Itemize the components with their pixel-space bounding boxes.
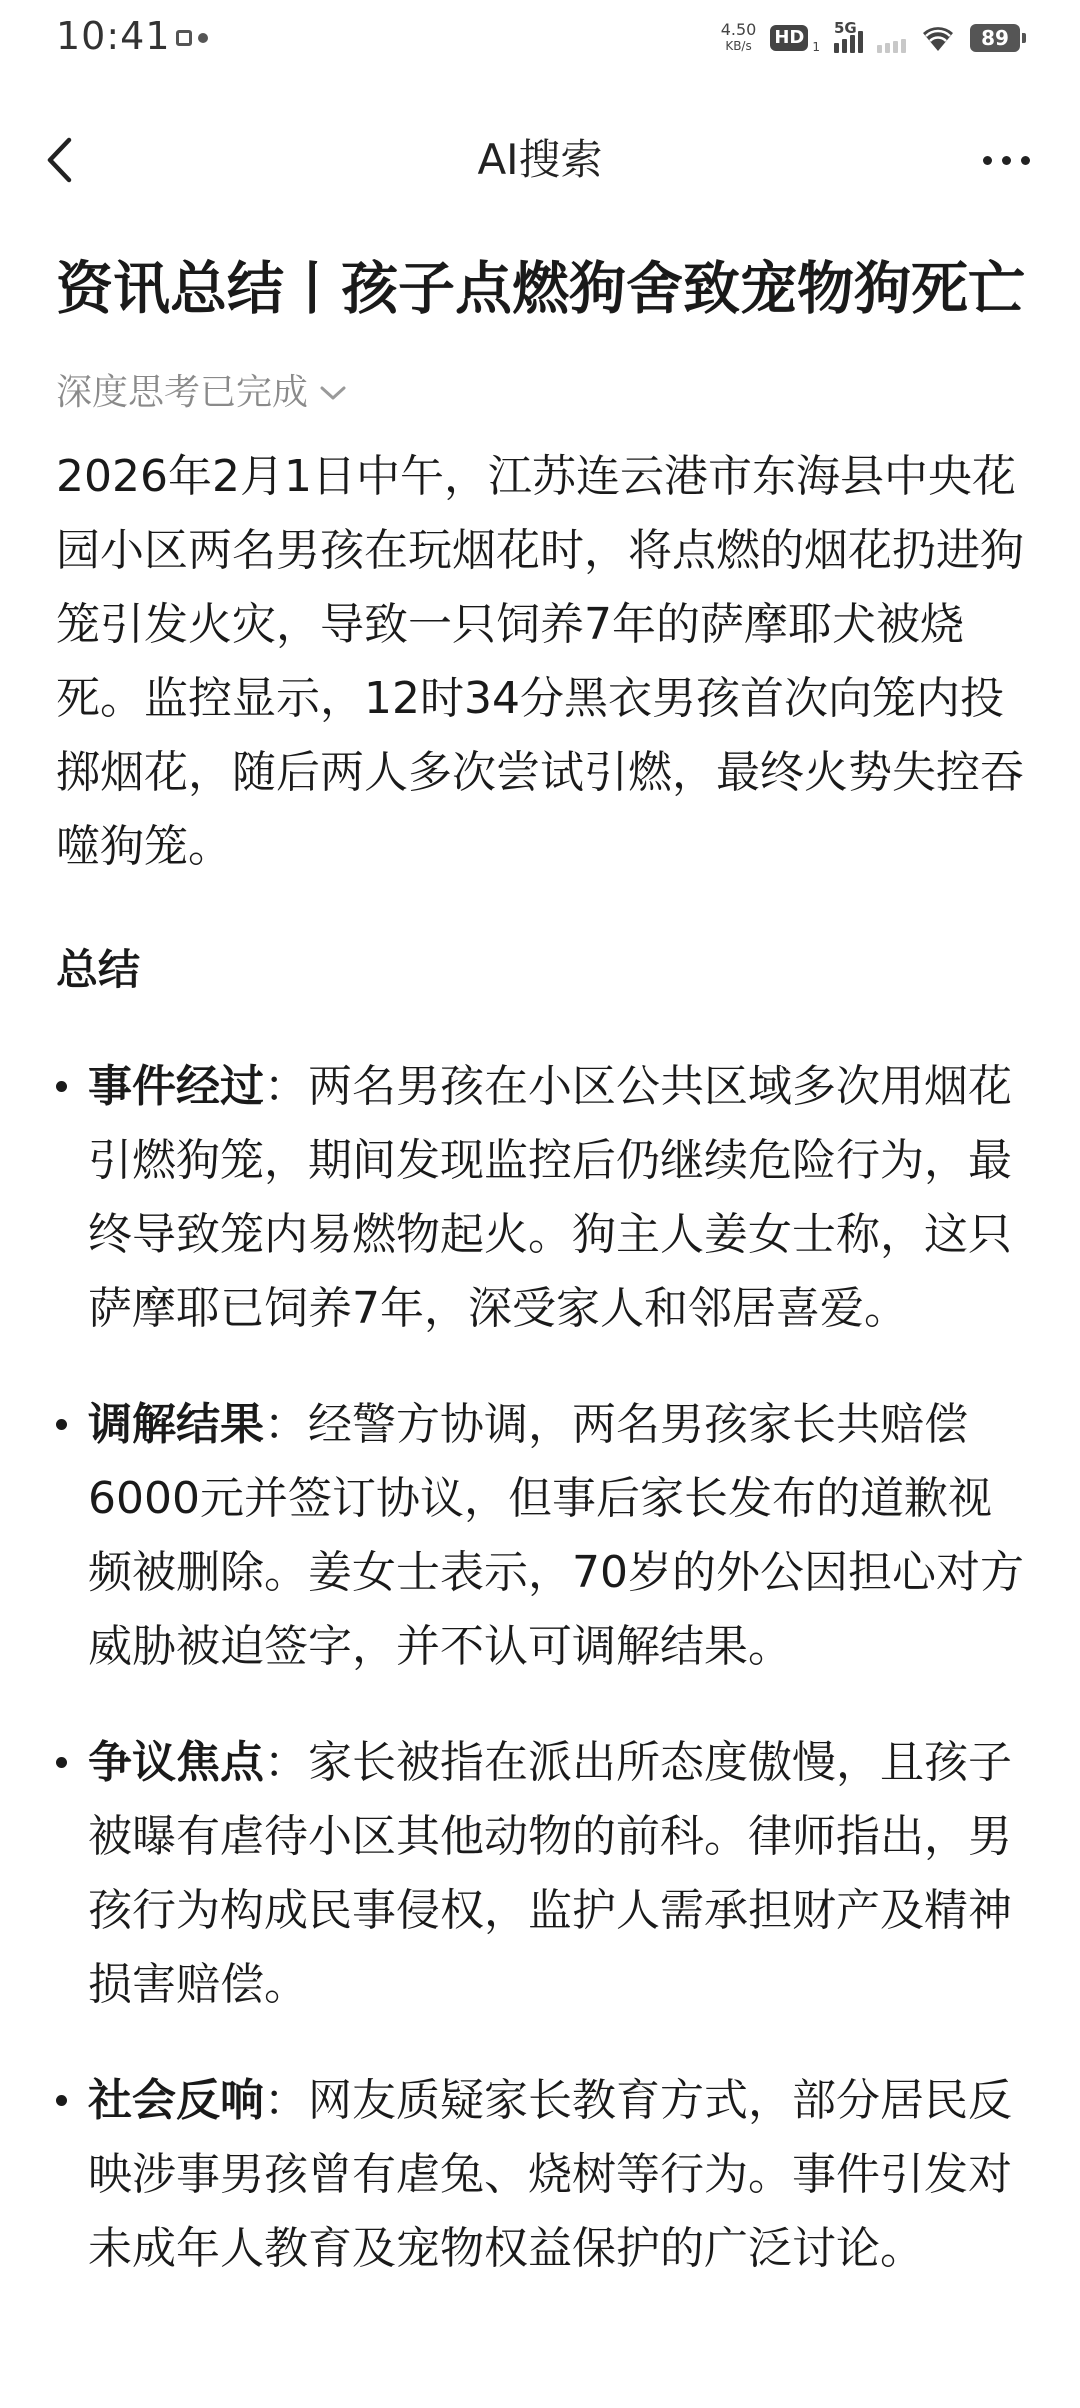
hd-voice-icon: HD (770, 25, 808, 51)
notification-app-icon (176, 30, 192, 46)
status-indicators (720, 19, 1020, 54)
notification-icons (176, 30, 208, 46)
hd-voice-sim-number: 1 (812, 40, 820, 54)
network-speed (721, 22, 757, 54)
nav-title: AI搜索 (477, 135, 603, 184)
list-item-label: 争议焦点 (88, 1737, 264, 1788)
chevron-down-icon (318, 383, 348, 403)
list-item (56, 1388, 1026, 1684)
list-item-label: 调解结果 (88, 1399, 264, 1450)
wifi-icon (920, 23, 956, 53)
status-bar (0, 0, 1080, 80)
list-item (56, 2064, 1026, 2286)
network-speed-value: 4.50 (720, 20, 757, 39)
network-speed-unit: KB/s (725, 39, 752, 53)
bullet-dot-icon (56, 2095, 67, 2106)
list-item-label: 事件经过 (88, 1061, 264, 1112)
list-item-label: 社会反响 (88, 2075, 264, 2126)
signal-5g-label: 5G (834, 19, 857, 37)
list-item-text: ：家长被指在派出所态度傲慢，且孩子被曝有虐待小区其他动物的前科。律师指出，男孩行为构成民事侵权，监护人需承担财产及精神损害赔偿。 (88, 1737, 1012, 2010)
signal-5g-icon (834, 19, 863, 53)
more-dots-icon (983, 156, 992, 165)
list-item-text: ：经警方协调，两名男孩家长共赔偿6000元并签订协议，但事后家长发布的道歉视频被删除。姜女士表示，70岁的外公因担心对方威胁被迫签字，并不认可调解结果。 (88, 1399, 1024, 1672)
summary-heading: 总结 (56, 945, 141, 994)
signal-sim2-icon (877, 23, 906, 53)
status-time: 10:41 (56, 14, 171, 58)
more-options-button[interactable] (966, 130, 1046, 190)
nav-bar (0, 110, 1080, 210)
more-dots-icon-2 (1002, 156, 1011, 165)
list-item-text: ：两名男孩在小区公共区域多次用烟花引燃狗笼，期间发现监控后仍继续危险行为，最终导致笼内易燃物起火。狗主人姜女士称，这只萨摩耶已饲养7年，深受家人和邻居喜爱。 (88, 1061, 1012, 1334)
page-title: 资讯总结丨孩子点燃狗舍致宠物狗死亡 (56, 256, 1025, 322)
battery-icon: 89 (970, 24, 1020, 52)
bullet-dot-icon (56, 1419, 67, 1430)
deep-thinking-toggle[interactable] (56, 368, 1026, 418)
list-item-text: ：网友质疑家长教育方式，部分居民反映涉事男孩曾有虐兔、烧树等行为。事件引发对未成年人教育及宠物权益保护的广泛讨论。 (88, 2075, 1012, 2274)
notification-dot-icon (198, 33, 208, 43)
more-dots-icon-3 (1021, 156, 1030, 165)
list-item (56, 1050, 1026, 1346)
summary-list (56, 1050, 1026, 2286)
deep-thinking-label: 深度思考已完成 (56, 372, 309, 413)
bullet-dot-icon (56, 1081, 67, 1092)
intro-paragraph: 2026年2月1日中午，江苏连云港市东海县中央花园小区两名男孩在玩烟花时，将点燃的烟花扔进狗笼引发火灾，导致一只饲养7年的萨摩耶犬被烧死。监控显示，12时34分黑衣男孩首次向笼内投掷烟花，随后两人多次尝试引燃，最终火势失控吞噬狗笼。 (56, 451, 1024, 872)
list-item (56, 1726, 1026, 2022)
article-content (56, 252, 1026, 2328)
bullet-dot-icon (56, 1757, 67, 1768)
